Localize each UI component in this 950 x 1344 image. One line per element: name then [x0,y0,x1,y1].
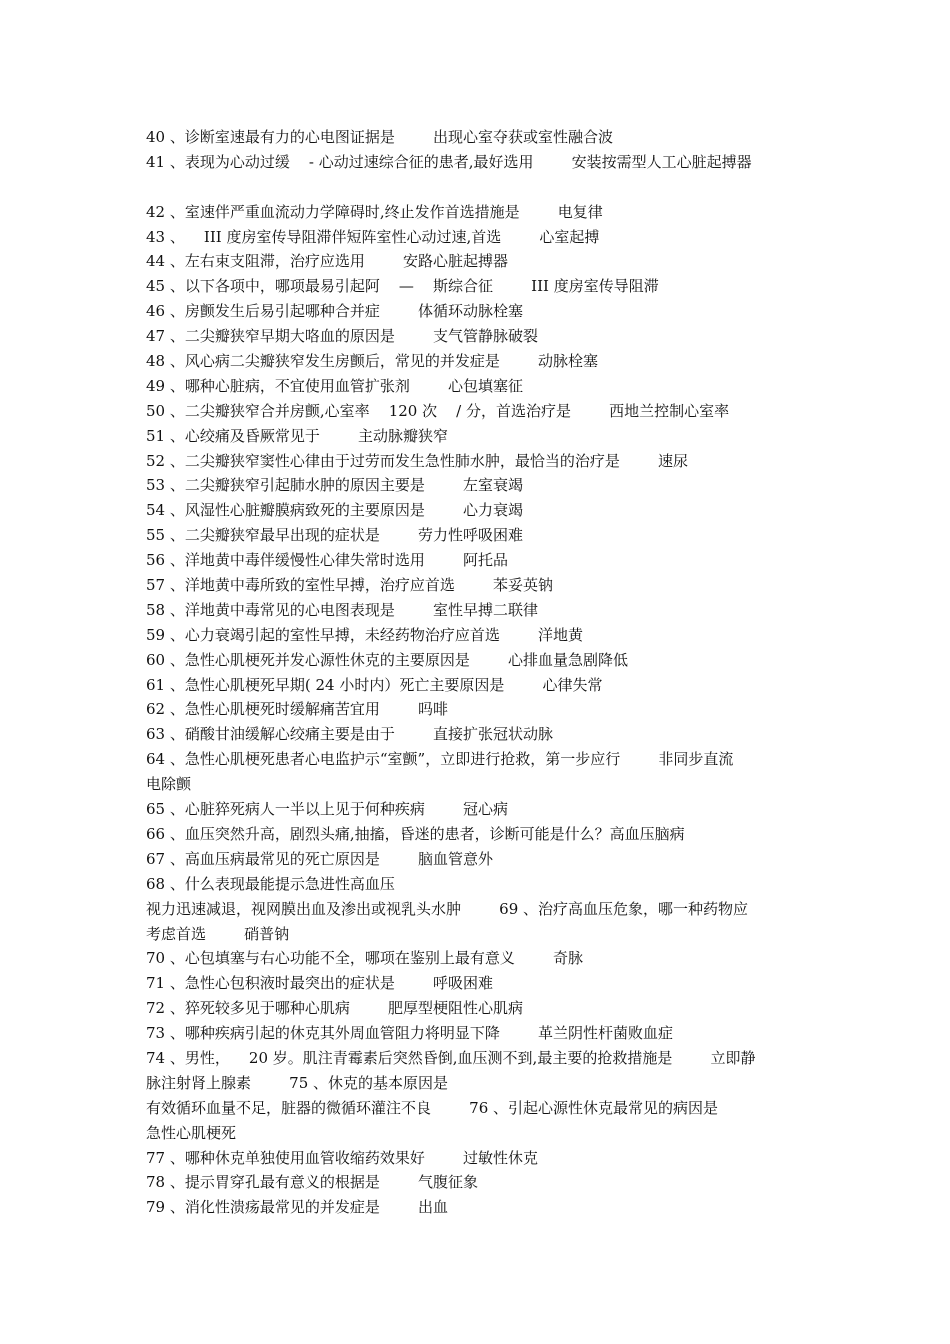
document-text-body [146,125,810,1245]
text-line: 49 、哪种心脏病，不宜使用血管扩张剂 心包填塞征 [146,376,524,395]
text-line: 42 、室速伴严重血流动力学障碍时,终止发作首选措施是 电复律 [146,202,603,221]
text-line: 67 、高血压病最常见的死亡原因是 脑血管意外 [146,849,494,868]
text-line: 61 、急性心肌梗死早期( 24 小时内）死亡主要原因是 心律失常 [146,675,603,694]
text-line: 63 、硝酸甘油缓解心绞痛主要是由于 直接扩张冠状动脉 [146,725,554,744]
text-line: 55 、二尖瓣狭窄最早出现的症状是 劳力性呼吸困难 [146,526,524,545]
text-line: 46 、房颤发生后易引起哪种合并症 体循环动脉栓塞 [146,302,524,321]
text-line: 44 、左右束支阻滞，治疗应选用 安路心脏起搏器 [146,252,509,271]
text-line: 48 、风心病二尖瓣狭窄发生房颤后，常见的并发症是 动脉栓塞 [146,352,599,371]
text-line: 60 、急性心肌梗死并发心源性休克的主要原因是 心排血量急剧降低 [146,650,629,669]
text-line: 56 、洋地黄中毒伴缓慢性心律失常时选用 阿托品 [146,551,509,570]
text-line: 77 、哪种休克单独使用血管收缩药效果好 过敏性休克 [146,1148,539,1167]
text-line: 电除颤 [146,775,192,794]
text-line: 72 、猝死较多见于哪种心肌病 肥厚型梗阻性心肌病 [146,999,524,1018]
text-line: 74 、男性， 20 岁。肌注青霉素后突然昏倒,血压测不到,最主要的抢救措施是 立即静 [146,1048,756,1067]
text-line: 53 、二尖瓣狭窄引起肺水肿的原因主要是 左室衰竭 [146,476,524,495]
text-line: 50 、二尖瓣狭窄合并房颤,心室率 120 次 / 分，首选治疗是 西地兰控制心室率 [146,401,730,420]
text-line: 65 、心脏猝死病人一半以上见于何种疾病 冠心病 [146,800,509,819]
text-line: 73 、哪种疾病引起的休克其外周血管阻力将明显下降 革兰阴性杆菌败血症 [146,1024,674,1043]
text-line: 51 、心绞痛及昏厥常见于 主动脉瓣狭窄 [146,426,449,445]
text-line: 62 、急性心肌梗死时缓解痛苦宜用 吗啡 [146,700,449,719]
text-line: 41 、表现为心动过缓 - 心动过速综合征的患者,最好选用 安装按需型人工心脏起搏器 [146,152,752,171]
text-line: 71 、急性心包积液时最突出的症状是 呼吸困难 [146,974,494,993]
text-line: 45 、以下各项中，哪项最易引起阿 — 斯综合征 III 度房室传导阻滞 [146,277,659,296]
text-line: 视力迅速减退，视网膜出血及渗出或视乳头水肿 69 、治疗高血压危象，哪一种药物应 [146,899,749,918]
blank-line [146,175,810,200]
text-line: 57 、洋地黄中毒所致的室性早搏，治疗应首选 苯妥英钠 [146,576,554,595]
text-line: 58 、洋地黄中毒常见的心电图表现是 室性早搏二联律 [146,600,539,619]
text-line: 66 、血压突然升高，剧烈头痛,抽搐，昏迷的患者，诊断可能是什么？高血压脑病 [146,824,685,843]
text-line: 68 、什么表现最能提示急进性高血压 [146,874,395,893]
text-line: 考虑首选 硝普钠 [146,924,290,943]
text-line: 有效循环血量不足，脏器的微循环灌注不良 76 、引起心源性休克最常见的病因是 [146,1098,719,1117]
text-line: 急性心肌梗死 [146,1123,237,1142]
text-line: 47 、二尖瓣狭窄早期大咯血的原因是 支气管静脉破裂 [146,327,539,346]
text-line: 52 、二尖瓣狭窄窦性心律由于过劳而发生急性肺水肿，最恰当的治疗是 速尿 [146,451,689,470]
text-line: 59 、心力衰竭引起的室性早搏，未经药物治疗应首选 洋地黄 [146,625,584,644]
text-line: 64 、急性心肌梗死患者心电监护示“室颤”，立即进行抢救，第一步应行 非同步直流 [146,750,734,769]
text-line: 54 、风湿性心脏瓣膜病致死的主要原因是 心力衰竭 [146,501,524,520]
text-line: 78 、提示胃穿孔最有意义的根据是 气腹征象 [146,1173,479,1192]
text-line: 40 、诊断室速最有力的心电图证据是 出现心室夺获或室性融合波 [146,128,614,146]
text-line: 79 、消化性溃疡最常见的并发症是 出血 [146,1198,449,1217]
text-line [146,1220,810,1245]
text-line: 70 、心包填塞与右心功能不全，哪项在鉴别上最有意义 奇脉 [146,949,584,968]
text-line: 43 、 III 度房室传导阻滞伴短阵室性心动过速,首选 心室起搏 [146,227,600,246]
text-line: 脉注射肾上腺素 75 、休克的基本原因是 [146,1073,449,1092]
